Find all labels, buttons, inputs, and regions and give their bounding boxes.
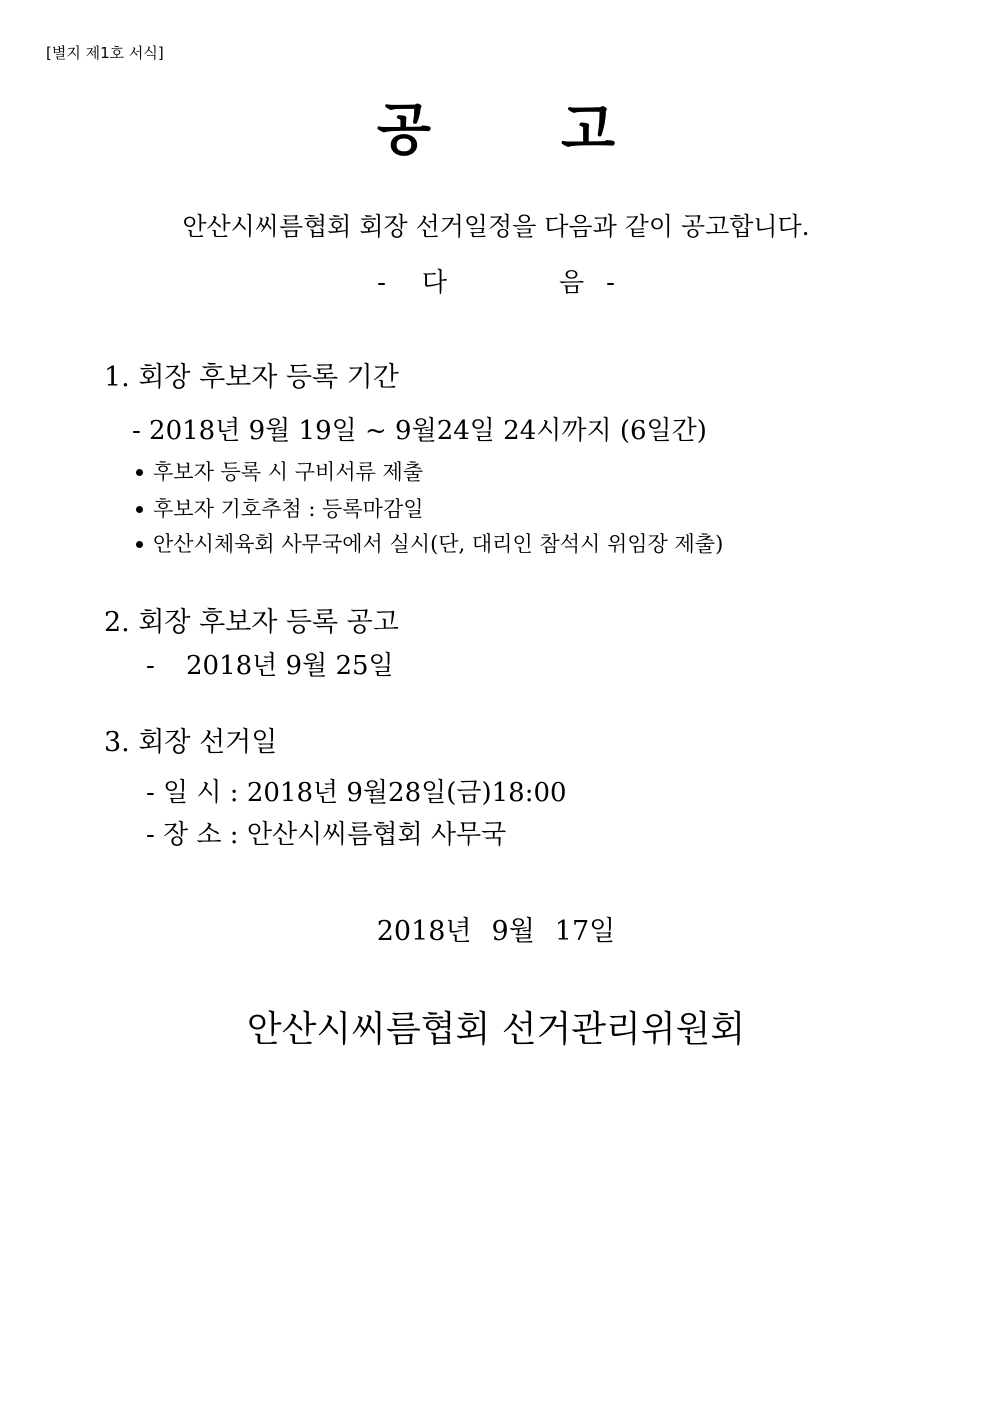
section-2-title: 2. 회장 후보자 등록 공고 <box>104 607 399 638</box>
page-title <box>0 97 992 163</box>
date-day: 17일 <box>554 916 616 947</box>
bullet-icon <box>136 541 143 548</box>
section-1-period: - 2018년 9월 19일 ~ 9월24일 24시까지 (6일간) <box>132 416 707 446</box>
note-heading-char-1: 다 <box>421 268 447 298</box>
section-2-date: 2018년 9월 25일 <box>186 651 394 681</box>
section-2-dash: - <box>146 651 155 681</box>
note-heading-dash-left: - <box>377 268 386 298</box>
bullet-icon <box>136 506 143 513</box>
note-heading <box>0 270 992 296</box>
bullet-text: 후보자 기호추첨 : 등록마감일 <box>153 497 424 521</box>
section-1-title: 1. 회장 후보자 등록 기간 <box>104 362 399 393</box>
signature: 안산시씨름협회 선거관리위원회 <box>246 1009 746 1050</box>
form-label: [별지 제1호 서식] <box>46 44 164 62</box>
date-year: 2018년 <box>376 916 472 947</box>
date-month: 9월 <box>491 916 535 947</box>
bullet-text: 후보자 등록 시 구비서류 제출 <box>153 460 424 484</box>
section-3-place: - 장 소 : 안산시씨름협회 사무국 <box>146 820 507 850</box>
bullet-text: 안산시체육회 사무국에서 실시(단, 대리인 참석시 위임장 제출) <box>153 532 724 556</box>
note-heading-char-2: 음 <box>559 268 585 298</box>
intro-text: 안산시씨름협회 회장 선거일정을 다음과 같이 공고합니다. <box>182 212 810 241</box>
title-char-1: 공 <box>376 97 431 163</box>
announcement-date <box>0 918 992 945</box>
list-item <box>136 534 723 555</box>
section-3-title: 3. 회장 선거일 <box>104 727 278 758</box>
title-char-2: 고 <box>561 97 616 163</box>
bullet-icon <box>136 469 143 476</box>
list-item <box>136 499 424 520</box>
note-heading-dash-right: - <box>606 268 615 298</box>
section-3-datetime: - 일 시 : 2018년 9월28일(금)18:00 <box>146 778 567 808</box>
list-item <box>136 462 423 483</box>
